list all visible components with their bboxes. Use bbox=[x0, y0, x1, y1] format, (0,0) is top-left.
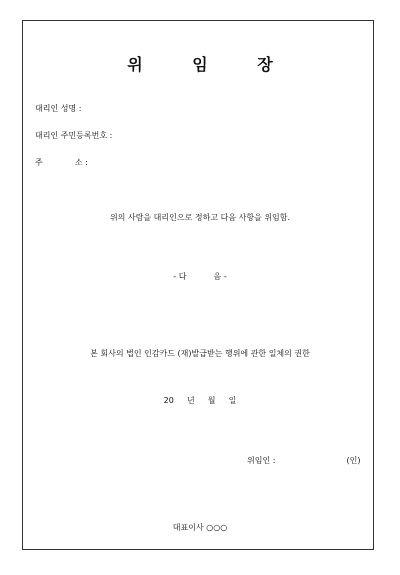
agent-id-label: 대리인 주민등록번호 : bbox=[35, 131, 113, 140]
seal-mark: (인) bbox=[346, 456, 361, 465]
year-prefix: 20 bbox=[163, 396, 174, 405]
month-label: 월 bbox=[207, 396, 216, 405]
date-line bbox=[0, 395, 400, 406]
section-heading bbox=[0, 271, 400, 282]
document-border bbox=[22, 20, 374, 550]
agent-name-field bbox=[35, 103, 81, 114]
day-label: 일 bbox=[228, 396, 237, 405]
delegator-line bbox=[247, 455, 361, 466]
section-heading-right: 음 - bbox=[213, 272, 227, 281]
authority-text: 본 회사의 법인 인감카드 (재)발급받는 행위에 관한 일체의 권한 bbox=[90, 349, 310, 358]
agent-name-label: 대리인 성명 : bbox=[35, 104, 82, 113]
address-label-1: 주 bbox=[35, 158, 46, 167]
address-label-2: 소 : bbox=[74, 158, 88, 167]
delegation-statement: 위의 사람을 대리인으로 정하고 다음 사항을 위임함. bbox=[109, 213, 291, 222]
address-field bbox=[35, 157, 88, 168]
section-heading-left: - 다 bbox=[173, 272, 187, 281]
year-label: 년 bbox=[186, 396, 195, 405]
document-title: 위 임 장 bbox=[127, 55, 295, 74]
delegator-label: 위임인 : bbox=[247, 456, 276, 465]
representative-name: 대표이사 ○○○ bbox=[172, 523, 228, 532]
agent-id-field bbox=[35, 130, 112, 141]
